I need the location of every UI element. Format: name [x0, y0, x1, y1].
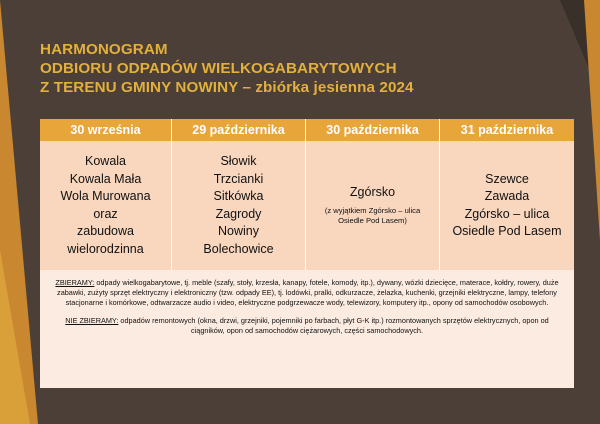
places-cell	[440, 141, 574, 270]
not-collected-text: odpadów remontowych (okna, drzwi, grzejniki, pojemniki po farbach, płyt G-K itp.) rozmontowanych sprzętów elektrycznych, opon od ciągników, opon od samochodów ciężarowych, części samochodowych.	[118, 315, 549, 335]
place-name: Osiedle Pod Lasem	[452, 224, 562, 238]
title-line-3: Z TERENU GMINY NOWINY – zbiórka jesienna 2024	[40, 79, 414, 96]
place-name: Trzcianki	[213, 171, 264, 186]
schedule-table	[40, 119, 574, 388]
date-header: 31 października	[460, 123, 554, 137]
collected-text: odpady wielkogabarytowe, tj. meble (szafy, stoły, krzesła, kanapy, fotele, komody, itp.), dywany, wózki dziecięce, materace, kołdry, rowery, duże zabawki, zużyty sprzęt elektryczny i elektroniczny (tzw. odpady EE), tj. lodówki, pralki, odkurzacze, żelazka, kuchenki, grzejniki elektryczne, lampy, telefony stacjonarne i komórkowe, odtwarzacze audio i video, elektryczne podgrzewacze wody, telewizory, komputery itp., opony od samochodów osobowych.	[57, 278, 559, 308]
places-cell	[172, 141, 306, 270]
places-cell	[306, 141, 440, 270]
place-name: Kowala Mała	[69, 171, 142, 186]
page-title	[40, 40, 414, 97]
title-line-1: HARMONOGRAM	[40, 41, 168, 58]
place-name: Kowala	[85, 154, 126, 168]
place-name: oraz	[93, 206, 118, 221]
place-name: Zgórsko	[349, 185, 396, 200]
place-name: wielorodzinna	[67, 241, 144, 256]
exception-note: (z wyjątkiem Zgórsko – ulica Osiedle Pod Lasem)	[324, 205, 421, 226]
place-name: Bolechowice	[203, 241, 274, 256]
title-line-2: ODBIORU ODPADÓW WIELKOGABARYTOWYCH	[40, 60, 397, 77]
collected-paragraph	[50, 278, 564, 309]
schedule-body-row	[40, 141, 574, 270]
place-name: Słowik	[220, 154, 257, 168]
place-name: Zawada	[484, 189, 530, 203]
not-collected-label: NIE ZBIERAMY:	[65, 315, 119, 325]
places-cell	[40, 141, 172, 270]
date-header: 30 września	[40, 119, 172, 141]
date-header: 30 października	[306, 119, 440, 141]
schedule-header-row	[40, 119, 574, 141]
place-name: Zgórsko – ulica	[464, 206, 550, 221]
info-panel	[40, 270, 574, 388]
collected-label: ZBIERAMY:	[55, 278, 95, 287]
decorative-accent-left-lower	[0, 250, 30, 424]
place-name: Szewce	[485, 171, 529, 186]
place-name: Sitkówka	[213, 189, 264, 203]
place-name: Zagrody	[215, 206, 262, 221]
place-name: zabudowa	[77, 224, 134, 238]
decorative-accent-right-stripe	[584, 0, 600, 240]
date-header: 29 października	[172, 119, 306, 141]
not-collected-paragraph	[50, 316, 564, 336]
place-name: Nowiny	[218, 224, 259, 238]
place-name: Wola Murowana	[60, 189, 151, 203]
